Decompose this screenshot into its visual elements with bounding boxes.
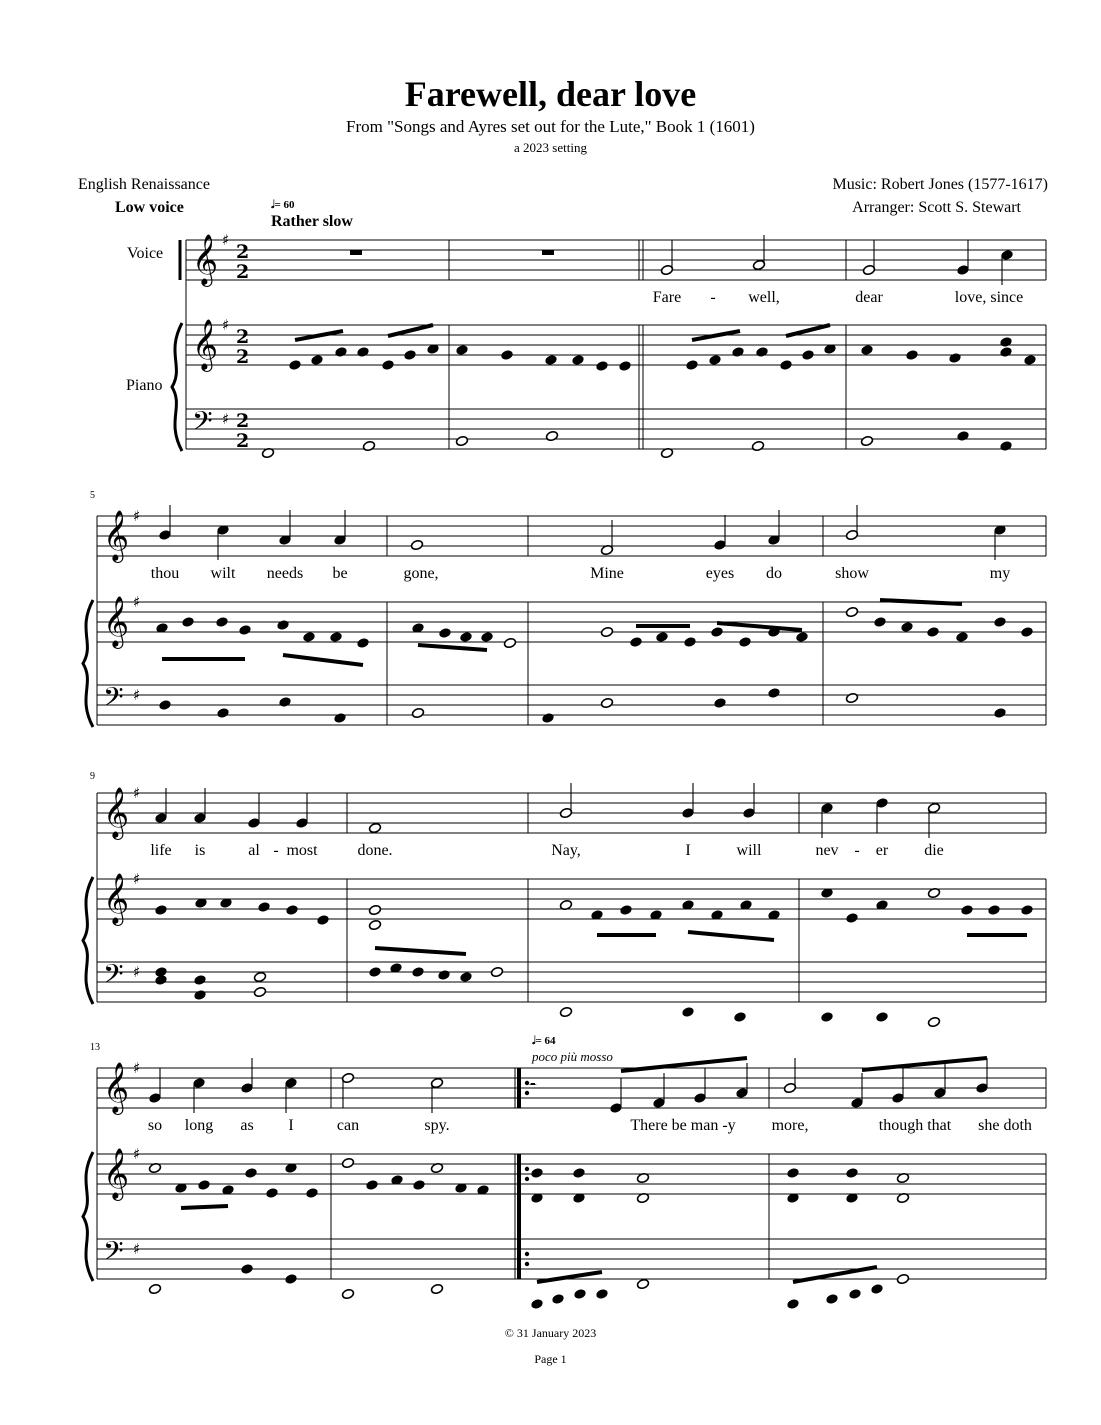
piano-bass-note: [459, 971, 472, 982]
piano-treble-note: [900, 621, 913, 632]
piano-treble-note: [993, 616, 1006, 627]
beam: [621, 1058, 747, 1071]
lyric-syllable: dear: [855, 289, 883, 306]
sharp-icon: ♯: [222, 231, 230, 249]
piano-bass-note: [541, 712, 554, 723]
piano-bass-note: [530, 1298, 543, 1309]
whole-rest-icon: [542, 250, 554, 255]
piano-treble-note: [544, 354, 557, 365]
piano-treble-note: [1023, 354, 1036, 365]
measure-number: 9: [90, 771, 95, 782]
lyric-syllable: more,: [771, 1117, 809, 1134]
beam: [880, 600, 962, 604]
composer-credit: Music: Robert Jones (1577-1617): [832, 176, 1048, 193]
sharp-icon: ♯: [222, 410, 230, 428]
piano-treble-note: [288, 359, 301, 370]
piano-treble-note: [365, 1179, 378, 1190]
lyric-syllable: will: [736, 842, 762, 859]
piano-treble-note: [710, 626, 723, 637]
piano-treble-note: [955, 631, 968, 642]
piano-instrument-label: Piano: [126, 377, 163, 394]
piano-bass-note: [411, 707, 424, 718]
piano-bass-note: [600, 697, 613, 708]
lyric-syllable: eyes: [705, 565, 735, 582]
lyric-syllable: I: [288, 1117, 294, 1134]
piano-treble-note: [302, 631, 315, 642]
piano-treble-staff: [97, 879, 1046, 919]
piano-bass-note: [158, 699, 171, 710]
tempo-expression-1: Rather slow: [271, 213, 353, 230]
piano-bass-note: [896, 1273, 909, 1284]
sharp-icon: ♯: [133, 1145, 141, 1163]
piano-treble-note: [801, 349, 814, 360]
treble-clef-icon: 𝄞: [103, 873, 130, 924]
piano-bass-note: [240, 1263, 253, 1274]
piano-treble-note: [368, 904, 381, 915]
piano-bass-note: [999, 440, 1012, 451]
piano-treble-note: [685, 359, 698, 370]
piano-bass-note: [573, 1288, 586, 1299]
piano-treble-note: [329, 631, 342, 642]
piano-bass-note: [820, 1011, 833, 1022]
voice-note: [368, 822, 381, 833]
beam: [375, 948, 466, 954]
lyric-syllable: -: [854, 842, 860, 859]
piano-treble-note: [244, 1167, 257, 1178]
whole-rest-icon: [350, 250, 362, 255]
piano-treble-note: [779, 359, 792, 370]
time-signature-digit: 2: [236, 241, 250, 263]
piano-bass-note: [927, 1016, 940, 1027]
piano-brace: [83, 1152, 93, 1281]
piano-treble-note: [197, 1179, 210, 1190]
half-note-icon: 𝅗𝅥: [271, 199, 275, 211]
piano-bass-note: [956, 430, 969, 441]
time-signature-digit: 2: [236, 410, 250, 432]
piano-treble-note: [571, 354, 584, 365]
piano-treble-note: [708, 354, 721, 365]
piano-treble-note: [731, 346, 744, 357]
score-subtitle: From "Songs and Ayres set out for the Lute," Book 1 (1601): [346, 117, 755, 136]
piano-treble-note: [618, 360, 631, 371]
lyric-syllable: die: [924, 842, 944, 859]
piano-brace: [83, 877, 93, 1004]
piano-treble-note: [265, 1187, 278, 1198]
piano-brace: [83, 600, 93, 727]
piano-treble-note: [845, 912, 858, 923]
repeat-dot: [525, 1262, 529, 1266]
sharp-icon: ♯: [133, 593, 141, 611]
piano-treble-note: [455, 344, 468, 355]
repeat-dot: [525, 1091, 529, 1095]
time-signature-digit: 2: [236, 346, 250, 368]
piano-bass-note: [595, 1288, 608, 1299]
piano-treble-note: [629, 636, 642, 647]
piano-treble-note: [595, 360, 608, 371]
sharp-icon: ♯: [133, 507, 141, 525]
piano-bass-note: [193, 974, 206, 985]
piano-treble-note: [572, 1167, 585, 1178]
lyric-syllable: she doth: [978, 1117, 1032, 1134]
piano-treble-note: [619, 904, 632, 915]
lyric-syllable: -: [273, 842, 279, 859]
time-signature-digit: 2: [236, 261, 250, 283]
piano-treble-note: [999, 346, 1012, 357]
sharp-icon: ♯: [133, 784, 141, 802]
piano-treble-note: [459, 631, 472, 642]
piano-treble-note: [238, 624, 251, 635]
piano-bass-staff: [97, 1239, 1046, 1279]
piano-treble-note: [480, 631, 493, 642]
tempo-mark-1: 𝅗𝅥= 60: [271, 199, 295, 211]
piano-bass-note: [786, 1298, 799, 1309]
lyric-syllable: I: [685, 842, 691, 859]
piano-bass-note: [870, 1283, 883, 1294]
bass-clef-icon: 𝄢: [103, 1235, 124, 1273]
piano-bass-note: [437, 969, 450, 980]
beam: [537, 1272, 602, 1282]
piano-bass-note: [545, 430, 558, 441]
piano-bass-note: [993, 707, 1006, 718]
score-title: Farewell, dear love: [404, 74, 697, 114]
piano-treble-staff: [97, 602, 1046, 642]
piano-bass-note: [362, 440, 375, 451]
treble-clef-icon: 𝄞: [103, 596, 130, 647]
style-label: English Renaissance: [78, 176, 210, 193]
lyric-syllable: though that: [878, 1117, 952, 1134]
piano-treble-note: [683, 636, 696, 647]
treble-clef-icon: 𝄞: [103, 1148, 130, 1199]
treble-clef-icon: 𝄞: [192, 319, 219, 370]
lyric-syllable: so: [147, 1117, 163, 1134]
piano-treble-note: [438, 627, 451, 638]
piano-treble-note: [1020, 904, 1033, 915]
bass-clef-icon: 𝄢: [103, 958, 124, 996]
piano-bass-note: [825, 1293, 838, 1304]
piano-treble-note: [999, 336, 1012, 347]
treble-clef-icon: 𝄞: [103, 510, 130, 561]
voice-type-label: Low voice: [115, 199, 184, 216]
sharp-icon: ♯: [222, 316, 230, 334]
lyric-syllable: as: [240, 1117, 254, 1134]
piano-treble-note: [215, 616, 228, 627]
half-note-icon: 𝅗𝅥: [532, 1035, 536, 1047]
piano-treble-note: [786, 1167, 799, 1178]
treble-clef-icon: 𝄞: [103, 1062, 130, 1113]
lyric-syllable: done.: [357, 842, 393, 859]
voice-staff: [97, 516, 1046, 556]
piano-bass-note: [278, 696, 291, 707]
piano-treble-note: [503, 637, 516, 648]
piano-treble-note: [334, 346, 347, 357]
piano-bass-note: [559, 1006, 572, 1017]
piano-treble-note: [181, 616, 194, 627]
lyric-syllable: wilt: [210, 565, 236, 582]
piano-treble-note: [316, 914, 329, 925]
piano-bass-note: [875, 1011, 888, 1022]
piano-bass-note: [681, 1006, 694, 1017]
lyric-syllable: There be man -y: [630, 1117, 736, 1134]
piano-treble-note: [795, 631, 808, 642]
lyric-syllable: is: [194, 842, 206, 859]
lyric-syllable: long: [184, 1117, 214, 1134]
lyric-syllable: al: [248, 842, 260, 859]
piano-bass-note: [253, 986, 266, 997]
beam: [418, 645, 487, 650]
piano-bass-note: [551, 1293, 564, 1304]
measure-number: 13: [90, 1042, 100, 1053]
lyric-syllable: -: [710, 289, 716, 306]
piano-treble-note: [356, 346, 369, 357]
piano-bass-staff: [186, 409, 1046, 449]
piano-bass-note: [148, 1283, 161, 1294]
piano-bass-note: [490, 966, 503, 977]
piano-bass-note: [430, 1283, 443, 1294]
piano-treble-note: [285, 904, 298, 915]
page-number: Page 1: [534, 1352, 567, 1366]
repeat-dot: [525, 1081, 529, 1085]
piano-bass-note: [636, 1278, 649, 1289]
piano-bass-note: [751, 440, 764, 451]
time-signature-digit: 2: [236, 326, 250, 348]
piano-bass-note: [284, 1273, 297, 1284]
treble-clef-icon: 𝄞: [192, 234, 219, 285]
piano-treble-note: [1020, 626, 1033, 637]
lyric-syllable: Mine: [590, 565, 624, 582]
piano-treble-note: [403, 349, 416, 360]
treble-clef-icon: 𝄞: [103, 787, 130, 838]
piano-treble-note: [873, 616, 886, 627]
piano-bass-staff: [97, 962, 1046, 1002]
lyric-syllable: can: [336, 1117, 360, 1134]
bass-clef-icon: 𝄢: [192, 405, 213, 443]
lyric-syllable: show: [835, 565, 869, 582]
piano-treble-note: [276, 619, 289, 630]
piano-treble-note: [655, 631, 668, 642]
lyric-syllable: do: [766, 565, 782, 582]
piano-bass-note: [411, 966, 424, 977]
piano-bass-note: [253, 971, 266, 982]
piano-treble-note: [860, 344, 873, 355]
piano-bass-note: [193, 989, 206, 1000]
piano-treble-note: [738, 636, 751, 647]
beam: [388, 325, 433, 336]
lyric-syllable: Nay,: [551, 842, 581, 859]
piano-treble-note: [257, 901, 270, 912]
beam: [181, 1206, 228, 1208]
piano-bass-note: [455, 435, 468, 446]
piano-treble-note: [356, 637, 369, 648]
beam: [786, 325, 830, 336]
piano-bass-note: [848, 1288, 861, 1299]
lyric-syllable: my: [989, 565, 1011, 582]
lyric-syllable: gone,: [403, 565, 439, 582]
piano-treble-note: [500, 349, 513, 360]
piano-bass-note: [333, 712, 346, 723]
piano-treble-note: [600, 626, 613, 637]
sharp-icon: ♯: [133, 1240, 141, 1258]
repeat-dot: [525, 1167, 529, 1171]
piano-treble-note: [412, 1179, 425, 1190]
piano-treble-note: [905, 349, 918, 360]
piano-treble-note: [310, 354, 323, 365]
tempo-expression-2: poco più mosso: [532, 1049, 613, 1064]
lyric-syllable: needs: [266, 565, 304, 582]
lyric-syllable: er: [875, 842, 889, 859]
voice-instrument-label: Voice: [127, 245, 164, 262]
beam: [283, 655, 363, 665]
piano-treble-note: [960, 904, 973, 915]
piano-treble-note: [926, 626, 939, 637]
lyric-syllable: be: [332, 565, 348, 582]
sharp-icon: ♯: [133, 686, 141, 704]
sharp-icon: ♯: [133, 870, 141, 888]
lyric-syllable: Fare: [652, 289, 682, 306]
measure-number: 5: [90, 490, 95, 501]
piano-treble-note: [368, 919, 381, 930]
voice-staff: [97, 1068, 1046, 1108]
piano-bass-note: [154, 974, 167, 985]
lyric-syllable: life: [150, 842, 172, 859]
piano-brace: [172, 323, 182, 451]
piano-treble-note: [948, 352, 961, 363]
lyric-syllable: nev: [815, 842, 839, 859]
piano-treble-note: [341, 1157, 354, 1168]
piano-treble-note: [381, 359, 394, 370]
sharp-icon: ♯: [133, 963, 141, 981]
setting-note: a 2023 setting: [514, 140, 587, 155]
piano-treble-note: [305, 1187, 318, 1198]
repeat-dot: [525, 1252, 529, 1256]
half-rest-icon: 𝄼: [529, 1073, 537, 1097]
piano-bass-note: [341, 1288, 354, 1299]
piano-treble-note: [530, 1167, 543, 1178]
time-signature-digit: 2: [236, 430, 250, 452]
piano-bass-note: [713, 697, 726, 708]
lyric-syllable: thou: [150, 565, 180, 582]
piano-treble-note: [755, 346, 768, 357]
piano-treble-note: [987, 904, 1000, 915]
voice-note: [410, 539, 423, 550]
lyric-syllable: love, since: [954, 289, 1024, 306]
piano-treble-note: [845, 606, 858, 617]
piano-bass-note: [368, 966, 381, 977]
repeat-dot: [525, 1177, 529, 1181]
lyric-syllable: spy.: [424, 1117, 450, 1134]
bass-clef-icon: 𝄢: [103, 681, 124, 719]
piano-treble-note: [154, 904, 167, 915]
piano-treble-note: [845, 1167, 858, 1178]
lyric-syllable: most: [286, 842, 318, 859]
piano-bass-staff: [97, 685, 1046, 725]
piano-bass-note: [845, 692, 858, 703]
tempo-mark-2: 𝅗𝅥= 64: [532, 1035, 556, 1047]
voice-staff: [186, 240, 1046, 280]
lyric-syllable: well,: [748, 289, 780, 306]
piano-bass-note: [860, 435, 873, 446]
sharp-icon: ♯: [133, 1059, 141, 1077]
beam: [717, 623, 802, 630]
beam: [688, 932, 774, 940]
copyright-notice: © 31 January 2023: [504, 1326, 597, 1340]
piano-bass-note: [733, 1011, 746, 1022]
piano-bass-note: [767, 687, 780, 698]
arranger-credit: Arranger: Scott S. Stewart: [852, 199, 1021, 216]
piano-bass-note: [216, 707, 229, 718]
